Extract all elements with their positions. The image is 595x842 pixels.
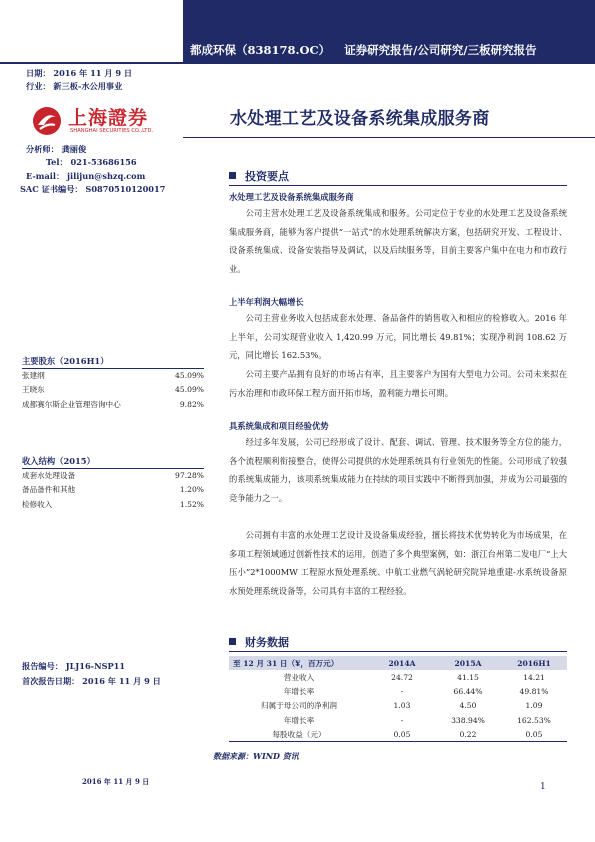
para-3: 公司主要产品拥有良好的市场占有率，且主要客户为国有大型电力公司。公司未来拟在污水治理和市政环保工程方面开拓市场，盈利能力增长可期。: [229, 369, 567, 398]
table-row: 营业收入 24.72 41.15 14.21: [283, 672, 545, 682]
finance-rule: [229, 651, 567, 652]
report-date: 日期： 2016 年 11 月 9 日: [26, 68, 133, 78]
table-header-row: 至 12 月 31 日（¥，百万元） 2014A 2015A 2016H1: [229, 656, 567, 670]
table-row: 每股收益（元） 0.05 0.22 0.05: [229, 727, 567, 742]
analyst: 分析师： 龚丽俊: [26, 144, 87, 154]
report-title: 水处理工艺及设备系统集成服务商: [230, 109, 490, 129]
subhead-3: 具系统集成和项目经验优势: [229, 421, 329, 431]
square-bullet-icon: [229, 172, 236, 179]
revenue-title: 收入结构（2015）: [22, 456, 95, 466]
finance-heading-label: 财务数据: [245, 636, 289, 649]
table-row: 张建纲 45.09%: [22, 371, 204, 380]
para-4: 经过多年发展，公司已经形成了设计、配套、调试、管理、技术服务等全方位的能力，各个流程顺利衔接整合，使得公司提供的水处理系统具有行业领先的性能。公司形成了较强的系统集成能力，该项系统集成能力在持续的项目实践中不断得到加强，并成为公司最强的竞争能力之一。: [229, 437, 567, 503]
table-row: 王晓东 45.09%: [22, 385, 204, 395]
analyst-tel: Tel： 021-53686156: [46, 157, 137, 167]
data-source: 数据来源：WIND 资讯: [213, 751, 299, 761]
header-rule: [0, 62, 595, 64]
report-number: 报告编号： JLJ16-NSP11: [22, 661, 126, 671]
company-logo: [28, 103, 178, 141]
table-row: 检修收入 1.52%: [22, 499, 204, 509]
table-row: 备品备件和其他 1.20%: [22, 485, 204, 495]
table-row: 年增长率 - 66.44% 49.81%: [283, 686, 549, 696]
para-2: 公司主营业务收入包括成套水处理、备品备件的销售收入和相应的检修收入。2016 年上半年，公司实现营业收入 1,420.99 万元，同比增长 49.81%；实现净利润 108.62 万元，同比增长 162.53%。: [229, 313, 567, 361]
square-bullet-icon: [229, 638, 236, 645]
title-rule: [183, 137, 595, 138]
report-type: 证券研究报告/公司研究/三板研究报告: [344, 43, 537, 57]
first-report-date: 首次报告日期： 2016 年 11 月 9 日: [22, 676, 161, 686]
company-code: 都成环保（838178.OC）: [190, 43, 331, 57]
industry: 行业： 新三板-水公用事业: [26, 81, 123, 91]
subhead-2: 上半年利润大幅增长: [229, 297, 304, 307]
table-row: 归属于母公司的净利润 1.03 4.50 1.09: [261, 701, 543, 711]
header-text: [190, 42, 595, 62]
finance-heading: [229, 634, 289, 650]
revenue-table: [22, 469, 204, 512]
subhead-1: 水处理工艺及设备系统集成服务商: [229, 192, 354, 202]
invest-heading: [229, 168, 289, 184]
invest-rule: [229, 185, 567, 186]
table-row: 年增长率 - 338.94% 162.53%: [283, 715, 551, 725]
para-5: 公司拥有丰富的水处理工艺设计及设备集成经验，擅长将技术优势转化为市场成果，在多项工程领域通过创新性技术的运用，创造了多个典型案例，如：浙江台州第二发电厂“上大压小”2*1000MW 工程原水预处理系统、中航工业燃气涡轮研究院异地重建-水系统设备原水预处理系统设备等，公司具有丰富的工程经验。: [229, 530, 567, 596]
invest-heading-label: 投资要点: [245, 170, 289, 183]
page-number: 1: [540, 782, 546, 792]
sac-number: SAC 证书编号： S0870510120017: [20, 184, 166, 194]
finance-table: [229, 656, 567, 742]
footer-date: 2016 年 11 月 9 日: [82, 777, 150, 786]
logo-name-cn: 上海證券: [68, 107, 149, 129]
analyst-email[interactable]: E-mail： jilijun@shzq.com: [26, 171, 146, 181]
table-row: 成都赛尔斯企业管理咨询中心 9.82%: [22, 399, 204, 409]
shareholders-title: 主要股东（2016H1）: [22, 356, 109, 366]
table-row: 成套水处理设备 97.28%: [22, 471, 204, 480]
para-1: 公司主营水处理工艺及设备系统集成和服务。公司定位于专业的水处理工艺及设备系统集成服务商，能够为客户提供“一站式”的水处理系统解决方案，包括研究开发、工程设计、设备系统集成、设备安装指导及调试，以及后续服务等，目前主要客户集中在电力和市政行业。: [229, 208, 567, 274]
logo-name-en: SHANGHAI SECURITIES CO.,LTD.: [70, 128, 154, 134]
shareholders-table: [22, 369, 204, 412]
